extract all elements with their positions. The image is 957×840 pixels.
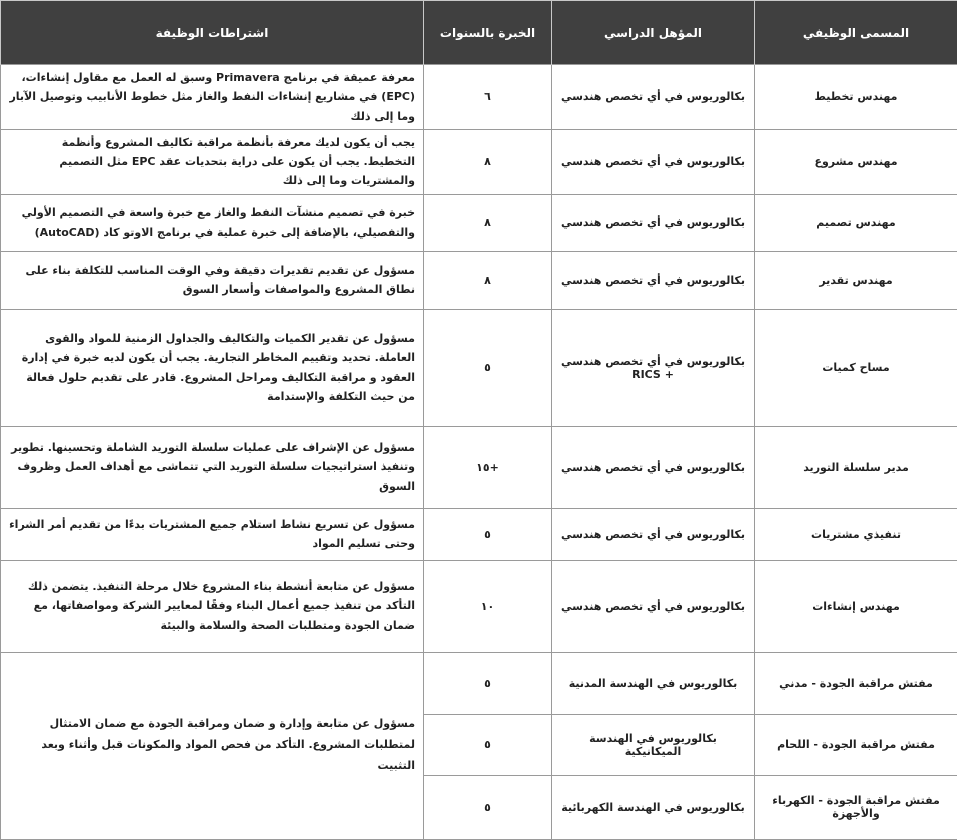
header-job-title: المسمى الوظيفي xyxy=(755,1,957,65)
job-title: مهندس إنشاءات xyxy=(755,560,957,652)
job-qualification: بكالوريوس في الهندسة الميكانيكية xyxy=(552,714,755,775)
job-qualification: بكالوريوس في أي تخصص هندسي xyxy=(552,194,755,251)
job-qualification: بكالوريوس في الهندسة المدنية xyxy=(552,652,755,714)
job-title: مهندس تقدير xyxy=(755,251,957,309)
job-qualification: بكالوريوس في أي تخصص هندسي xyxy=(552,508,755,560)
job-title: مفتش مراقبة الجودة - اللحام xyxy=(755,714,957,775)
job-experience: ٥ xyxy=(424,508,552,560)
job-experience: ٥ xyxy=(424,652,552,714)
job-experience: ٨ xyxy=(424,194,552,251)
job-qualification: بكالوريوس في أي تخصص هندسي xyxy=(552,426,755,508)
table-row xyxy=(1,508,957,560)
job-experience: +١٥ xyxy=(424,426,552,508)
job-qualification: بكالوريوس في أي تخصص هندسي + RICS xyxy=(552,309,755,426)
header-qualification: المؤهل الدراسي xyxy=(552,1,755,65)
job-experience: ٦ xyxy=(424,65,552,130)
job-requirements: معرفة عميقة في برنامج Primavera وسبق له العمل مع مقاول إنشاءات، (EPC) في مشاريع إنشاءات النفط والغاز مثل خطوط الأنابيب وتوصيل الآبار وما إلى ذلك xyxy=(1,65,424,130)
table-row xyxy=(1,652,957,714)
job-requirements: مسؤول عن تقديم تقديرات دقيقة وفي الوقت المناسب للتكلفة بناء على نطاق المشروع والمواصفات وأسعار السوق xyxy=(1,251,424,309)
job-title: مهندس مشروع xyxy=(755,129,957,194)
job-experience: ٥ xyxy=(424,714,552,775)
job-qualification: بكالوريوس في أي تخصص هندسي xyxy=(552,560,755,652)
job-title: مهندس تصميم xyxy=(755,194,957,251)
job-title: تنفيذي مشتريات xyxy=(755,508,957,560)
quality-requirements: مسؤول عن متابعة وإدارة و ضمان ومراقبة الجودة مع ضمان الامتثال لمتطلبات المشروع. التأكد من فحص المواد والمكونات قبل وأثناء وبعد التثبيت xyxy=(1,652,424,839)
job-experience: ٥ xyxy=(424,309,552,426)
job-requirements: مسؤول عن تسريع نشاط استلام جميع المشتريات بدءًا من تقديم أمر الشراء وحتى تسليم المواد xyxy=(1,508,424,560)
job-requirements: يجب أن يكون لديك معرفة بأنظمة مراقبة تكاليف المشروع وأنظمة التخطيط. يجب أن يكون على دراية بتحديات عقد EPC مثل التصميم والمشتريات وما إلى ذلك xyxy=(1,129,424,194)
job-requirements: مسؤول عن متابعة أنشطة بناء المشروع خلال مرحلة التنفيذ. يتضمن ذلك التأكد من تنفيذ جميع أعمال البناء وفقًا لمعايير الشركة ومواصفاتها، مع ضمان الجودة ومتطلبات الصحة والسلامة والبيئة xyxy=(1,560,424,652)
table-row xyxy=(1,65,957,130)
job-qualification: بكالوريوس في الهندسة الكهربائية xyxy=(552,775,755,839)
job-requirements: خبرة في تصميم منشآت النفط والغاز مع خبرة واسعة في التصميم الأولي والتفصيلي، بالإضافة إلى خبرة عملية في برنامج الاوتو كاد (AutoCAD) xyxy=(1,194,424,251)
job-experience: ١٠ xyxy=(424,560,552,652)
job-title: مساح كميات xyxy=(755,309,957,426)
header-experience: الخبرة بالسنوات xyxy=(424,1,552,65)
job-requirements: مسؤول عن تقدير الكميات والتكاليف والجداول الزمنية للمواد والقوى العاملة. تحديد وتقييم المخاطر التجارية. يجب أن يكون لديه خبرة في إدارة العقود و مراقبة التكاليف ومراحل المشروع. قادر على تقديم حلول فعالة من حيث التكلفة والإستدامة xyxy=(1,309,424,426)
job-title: مفتش مراقبة الجودة - الكهرباء والأجهزة xyxy=(755,775,957,839)
table-row xyxy=(1,251,957,309)
header-requirements: اشتراطات الوظيفة xyxy=(1,1,424,65)
table-row xyxy=(1,560,957,652)
job-experience: ٥ xyxy=(424,775,552,839)
job-experience: ٨ xyxy=(424,251,552,309)
table-row xyxy=(1,309,957,426)
table-row xyxy=(1,426,957,508)
job-experience: ٨ xyxy=(424,129,552,194)
table-row xyxy=(1,129,957,194)
job-qualification: بكالوريوس في أي تخصص هندسي xyxy=(552,129,755,194)
table-row xyxy=(1,194,957,251)
job-title: مدير سلسلة التوريد xyxy=(755,426,957,508)
job-qualification: بكالوريوس في أي تخصص هندسي xyxy=(552,65,755,130)
job-requirements: مسؤول عن الإشراف على عمليات سلسلة التوريد الشاملة وتحسينها. تطوير وتنفيذ استراتيجيات سلسلة التوريد التي تتماشى مع أهداف العمل وظروف السوق xyxy=(1,426,424,508)
job-title: مهندس تخطيط xyxy=(755,65,957,130)
job-title: مفتش مراقبة الجودة - مدني xyxy=(755,652,957,714)
job-qualification: بكالوريوس في أي تخصص هندسي xyxy=(552,251,755,309)
table-header-row xyxy=(1,1,957,65)
